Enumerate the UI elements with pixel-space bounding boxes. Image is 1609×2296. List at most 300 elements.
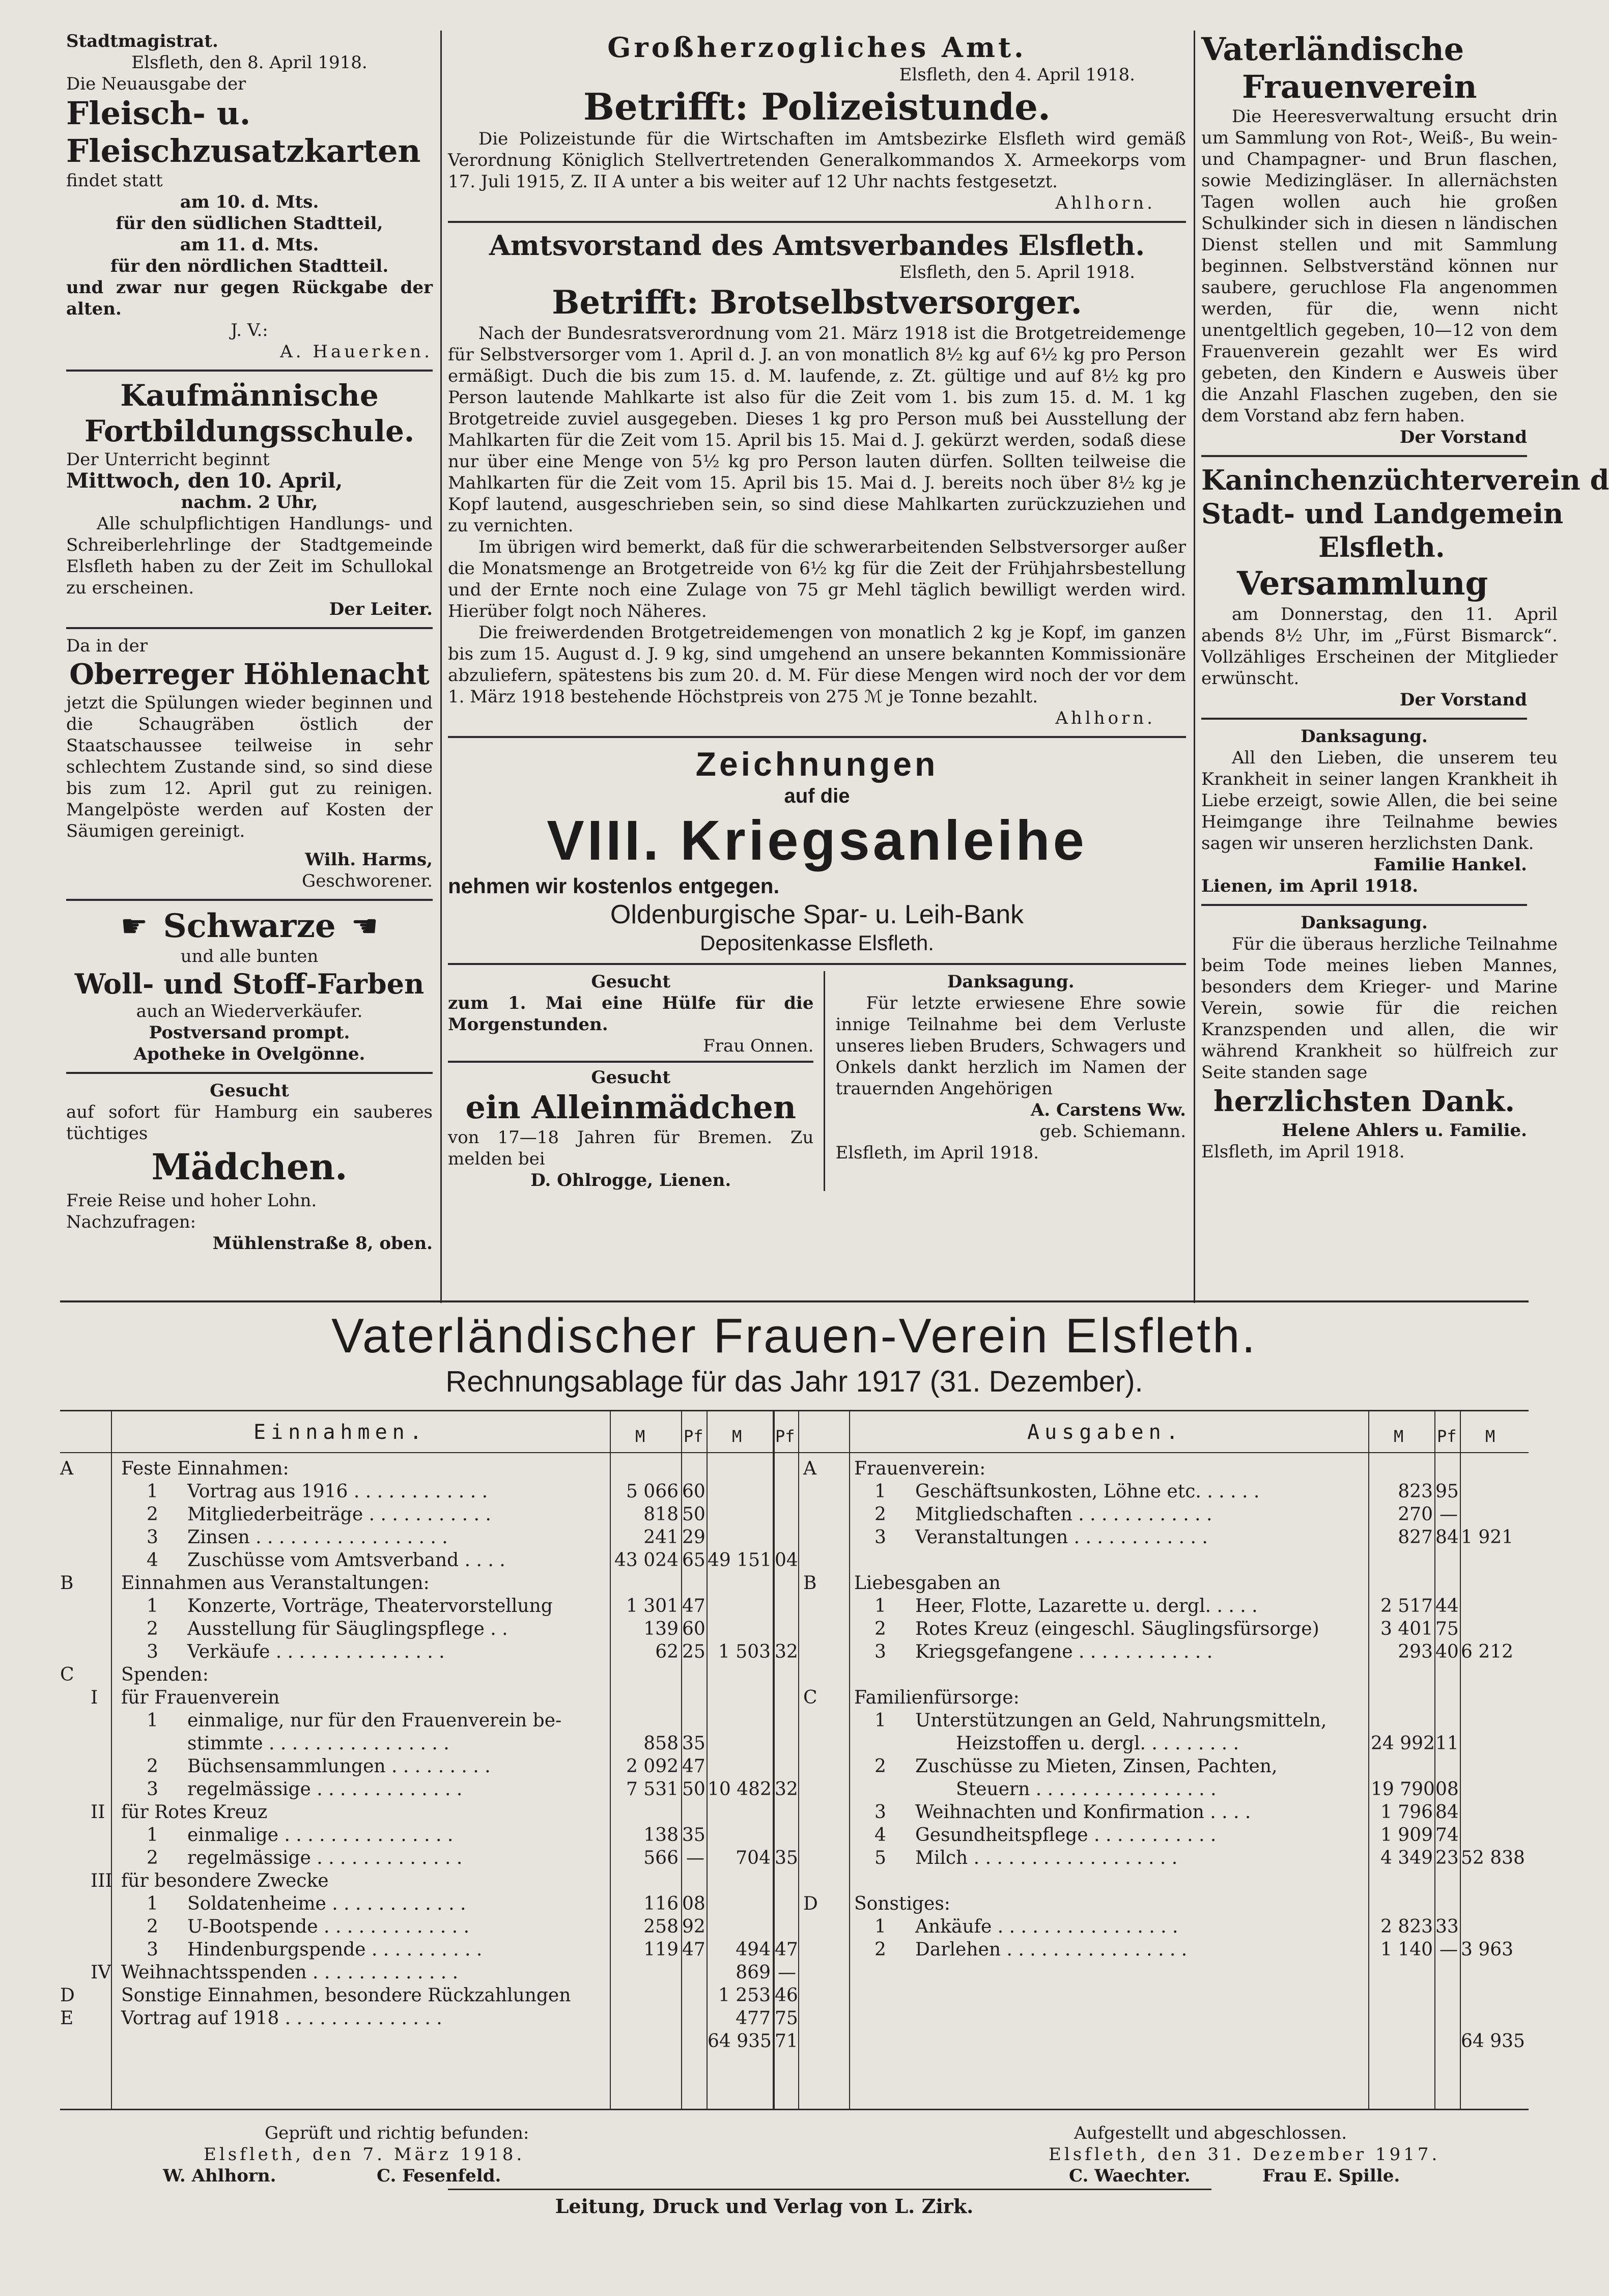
income-item: Mitgliederbeiträge . . . . . . . . . . . — [187, 1504, 491, 1525]
amount-pf: 47 — [682, 1939, 705, 1960]
amount-m: 1 796 — [1380, 1802, 1433, 1823]
subtotal-pf: 46 — [775, 1985, 798, 2006]
heading: Stadtmagistrat. — [66, 31, 218, 51]
einnahmen-header: Einnahmen. — [253, 1421, 427, 1444]
item-number: 2 — [147, 1848, 158, 1868]
amount-m: 818 — [643, 1504, 679, 1525]
amount-m: 858 — [643, 1733, 679, 1754]
section-letter: I — [91, 1687, 98, 1708]
income-item: für Rotes Kreuz — [121, 1802, 268, 1823]
subtotal-m: 52 838 — [1461, 1848, 1525, 1868]
amount-pf: 33 — [1435, 1916, 1459, 1937]
expense-item: Milch . . . . . . . . . . . . . . . . . . — [915, 1848, 1178, 1868]
body: Für letzte erwiesene Ehre sowie innige Teilnahme bei dem Verluste unseres lieben Bruders, Schwagers und Onkels dankt herzlich im Namen der trauernden Angehörigen — [835, 993, 1186, 1099]
ad-stadtmagistrat — [66, 31, 433, 362]
text-line: nehmen wir kostenlos entgegen. — [448, 874, 780, 898]
item-number: 1 — [147, 1481, 158, 1502]
ad-left-pair — [448, 971, 813, 1191]
title: VIII. Kriegsanleihe — [547, 809, 1087, 872]
income-item: Verkäufe . . . . . . . . . . . . . . . — [187, 1641, 445, 1662]
expense-item: Rotes Kreuz (eingeschl. Säuglingsfürsorge) — [915, 1619, 1319, 1639]
section-letter: B — [803, 1573, 817, 1594]
date: Elsfleth, den 4. April 1918. — [899, 65, 1135, 85]
income-item: Hindenburgspende . . . . . . . . . . — [187, 1939, 483, 1960]
bank-name: Oldenburgische Spar- u. Leih-Bank — [610, 900, 1024, 929]
col-m-header: M — [1485, 1427, 1495, 1446]
text-line: Depositenkasse Elsfleth. — [700, 931, 934, 955]
report-title: Vaterländischer Frauen-Verein Elsfleth. — [331, 1309, 1258, 1363]
amount-m: 823 — [1398, 1481, 1433, 1502]
item-number: 1 — [874, 1710, 886, 1731]
amount-m: 827 — [1398, 1527, 1433, 1548]
income-item: Einnahmen aus Veranstaltungen: — [121, 1573, 430, 1594]
amount-m: 270 — [1398, 1504, 1433, 1525]
text-line: Nachzufragen: — [66, 1212, 196, 1232]
income-item: Spenden: — [121, 1664, 209, 1685]
item-number: 1 — [874, 1916, 886, 1937]
auditor-name: C. Fesenfeld. — [377, 2166, 501, 2186]
item-number: 2 — [874, 1619, 886, 1639]
text-line: Freie Reise und hoher Lohn. — [66, 1190, 317, 1211]
income-item: U-Bootspende . . . . . . . . . . . . . — [187, 1916, 470, 1937]
ad-maedchen — [66, 1080, 433, 1254]
item-number: 1 — [874, 1481, 886, 1502]
signature: D. Ohlrogge, Lienen. — [530, 1170, 731, 1190]
subtotal-m: 869 — [736, 1962, 771, 1983]
text-line: auf die — [784, 785, 850, 807]
subtotal-m: 49 151 — [708, 1550, 772, 1571]
amount-m: 2 092 — [626, 1756, 679, 1777]
amount-m: 139 — [643, 1619, 679, 1639]
signature: Ahlhorn. — [1055, 708, 1155, 728]
income-item: Vortrag aus 1916 . . . . . . . . . . . . — [187, 1481, 488, 1502]
closing-date: Elsfleth, den 31. Dezember 1917. — [1049, 2144, 1441, 2165]
signature: Der Leiter. — [329, 599, 433, 619]
section-letter: A — [60, 1458, 73, 1479]
amount-m: 5 066 — [626, 1481, 679, 1502]
subtotal-pf: 32 — [775, 1779, 798, 1800]
expense-item: Gesundheitspflege . . . . . . . . . . . — [915, 1825, 1217, 1846]
subtotal-m: 64 935 — [1461, 2031, 1525, 2052]
title: Schwarze — [163, 907, 336, 945]
title: Versammlung — [1237, 564, 1488, 603]
title: ein Alleinmädchen — [465, 1089, 796, 1126]
ad-danksagung-ahlers — [1201, 912, 1558, 1163]
subtotal-pf: 35 — [775, 1848, 798, 1868]
title: Kaufmännische — [120, 378, 379, 413]
title: Frauenverein — [1242, 68, 1477, 105]
item-number: 2 — [147, 1619, 158, 1639]
chair-name: Frau E. Spille. — [1262, 2166, 1400, 2186]
column-rule — [824, 971, 825, 1191]
amount-m: 566 — [643, 1848, 679, 1868]
item-number: 3 — [147, 1779, 158, 1800]
income-item: Zinsen . . . . . . . . . . . . . . . . . — [187, 1527, 448, 1548]
item-number: 3 — [874, 1641, 886, 1662]
column-rule — [1194, 31, 1195, 1303]
item-number: 3 — [147, 1641, 158, 1662]
subtotal-m: 1 253 — [718, 1985, 771, 2006]
divider — [66, 627, 433, 629]
subtotal-pf: 04 — [775, 1550, 798, 1571]
ad-brotselbstversorger — [448, 229, 1186, 729]
divider — [1201, 904, 1527, 906]
column-left — [66, 31, 433, 1254]
amount-m: 4 349 — [1380, 1848, 1433, 1868]
item-number: 1 — [147, 1825, 158, 1846]
table-rule — [610, 1411, 611, 2109]
signature: Der Vorstand — [1399, 427, 1527, 447]
heading: Gesucht — [210, 1081, 289, 1101]
subtotal-m: 494 — [736, 1939, 771, 1960]
column-center — [448, 31, 1186, 1191]
amount-m: 43 024 — [614, 1550, 679, 1571]
section-letter: A — [803, 1458, 816, 1479]
report-header — [60, 1308, 1529, 1400]
amount-m: 1 301 — [626, 1596, 679, 1617]
text-line: Postversand prompt. — [149, 1023, 350, 1043]
imprint: Leitung, Druck und Verlag von L. Zirk. — [555, 2195, 974, 2218]
text-line: und alle bunten — [180, 946, 319, 967]
signature: Wilh. Harms, — [305, 849, 433, 870]
amount-pf: — — [1439, 1939, 1458, 1960]
signature: geb. Schiemann. — [1039, 1121, 1186, 1142]
title: Vaterländische — [1201, 31, 1464, 68]
heading: Danksagung. — [947, 972, 1075, 992]
column-rule — [440, 31, 442, 1303]
income-item: Sonstige Einnahmen, besondere Rückzahlungen — [121, 1985, 571, 2006]
amount-m: 1 909 — [1380, 1825, 1433, 1846]
expense-item: Geschäftsunkosten, Löhne etc. . . . . . — [915, 1481, 1260, 1502]
subtotal-pf: 71 — [775, 2031, 798, 2052]
item-number: 4 — [147, 1550, 158, 1571]
amount-m: 19 790 — [1371, 1779, 1435, 1800]
divider — [448, 1061, 813, 1063]
amount-pf: 92 — [682, 1916, 705, 1937]
table-rule — [849, 1411, 850, 2109]
divider — [448, 2189, 1211, 2190]
ad-alleinmaedchen — [448, 1067, 813, 1191]
divider — [448, 736, 1186, 738]
ad-carstens — [835, 971, 1186, 1191]
title: herzlichsten Dank. — [1213, 1085, 1515, 1118]
subtotal-m: 1 503 — [718, 1641, 771, 1662]
income-item: regelmässige . . . . . . . . . . . . . — [187, 1779, 463, 1800]
expense-item: Unterstützungen an Geld, Nahrungsmitteln, — [915, 1710, 1327, 1731]
expense-item: Liebesgaben an — [854, 1573, 1001, 1594]
item-number: 2 — [874, 1504, 886, 1525]
amount-pf: 47 — [682, 1596, 705, 1617]
subtotal-m: 6 212 — [1461, 1641, 1514, 1662]
expense-item: Frauenverein: — [854, 1458, 986, 1479]
income-item: Feste Einnahmen: — [121, 1458, 289, 1479]
divider — [1201, 455, 1527, 457]
subtotal-pf: — — [778, 1962, 796, 1983]
amount-pf: 44 — [1435, 1596, 1459, 1617]
table-rule — [1460, 1411, 1461, 2109]
income-item: Soldatenheime . . . . . . . . . . . . — [187, 1893, 466, 1914]
text-line: Apotheke in Ovelgönne. — [133, 1044, 365, 1064]
ad-amt — [448, 31, 1186, 214]
ad-danksagung-hankel — [1201, 726, 1558, 897]
expense-item: Kriegsgefangene . . . . . . . . . . . . — [915, 1641, 1213, 1662]
accounts-table — [60, 1410, 1529, 2110]
amount-pf: 50 — [682, 1504, 705, 1525]
table-rule — [111, 1411, 112, 2109]
auditor-name: W. Ahlhorn. — [163, 2166, 276, 2186]
body: zum 1. Mai eine Hülfe für die Morgenstunden. — [448, 993, 814, 1035]
divider — [66, 899, 433, 901]
item-number: 2 — [147, 1504, 158, 1525]
amount-m: 241 — [643, 1527, 679, 1548]
section-letter: C — [803, 1687, 817, 1708]
text-line: Mühlenstraße 8, oben. — [212, 1233, 433, 1254]
income-item: für Frauenverein — [121, 1687, 280, 1708]
amount-m: 119 — [643, 1939, 679, 1960]
income-item: Weihnachtsspenden . . . . . . . . . . . . . — [121, 1962, 459, 1983]
amount-m: 1 140 — [1380, 1939, 1433, 1960]
subtotal-pf: 32 — [775, 1641, 798, 1662]
item-number: 3 — [147, 1527, 158, 1548]
amount-m: 116 — [643, 1893, 679, 1914]
hand-pointer-icon: ☚ — [351, 909, 379, 944]
ad-hoehlenacht — [66, 635, 433, 892]
audit-note: Geprüft und richtig befunden: — [265, 2123, 529, 2143]
income-item: einmalige . . . . . . . . . . . . . . . — [187, 1825, 454, 1846]
date: Elsfleth, im April 1918. — [1201, 1142, 1405, 1162]
amount-m: 24 992 — [1371, 1733, 1435, 1754]
expense-item: Sonstiges: — [854, 1893, 950, 1914]
amount-m: 138 — [643, 1825, 679, 1846]
signature: J. V.: — [231, 320, 268, 341]
amount-pf: — — [686, 1848, 704, 1868]
ad-fortbildungsschule — [66, 378, 433, 620]
divider — [60, 1300, 1529, 1302]
text-line: für den nördlichen Stadtteil. — [110, 256, 389, 276]
intro: Da in der — [66, 636, 148, 656]
title: Betrifft: Polizeistunde. — [583, 85, 1051, 128]
signature: Geschworener. — [302, 871, 433, 891]
income-item: für besondere Zwecke — [121, 1870, 329, 1891]
table-rule — [798, 1411, 799, 2109]
text-line: Der Unterricht beginnt — [66, 449, 270, 470]
col-m-header: M — [732, 1427, 742, 1446]
col-m-header: M — [635, 1427, 645, 1446]
body: am Donnerstag, den 11. April abends 8½ Uhr, im „Fürst Bismarck“. Vollzähliges Erscheinen der Mitglieder erwünscht. — [1201, 604, 1558, 689]
ad-kriegsanleihe — [448, 744, 1186, 956]
text-line: am 10. d. Mts. — [180, 192, 319, 212]
col-pf-header: Pf — [775, 1427, 795, 1446]
title: Elsfleth. — [1318, 531, 1445, 563]
date: Elsfleth, den 8. April 1918. — [131, 52, 368, 73]
table-rule — [1368, 1411, 1369, 2109]
col-pf-header: Pf — [684, 1427, 703, 1446]
expense-item: Mitgliedschaften . . . . . . . . . . . . — [915, 1504, 1212, 1525]
text-line: am 11. d. Mts. — [180, 235, 319, 255]
income-item: einmalige, nur für den Frauenverein be- — [187, 1710, 562, 1731]
paragraph: Nach der Bundesratsverordnung vom 21. März 1918 ist die Brotgetreidemenge für Selbstversorger vom 1. April d. J. an von monatlich 8½ kg auf 6½ kg pro Person ermäßigt. Duch die bis zum 15. d. M. laufende, z. Zt. gültige und auf 8½ kg pro Person lautende Mahlkarte ist also für die Zeit vom 1. bis zum 15. d. M. 1 kg Brotgetreide zuviel ausgegeben. Dieses 1 kg pro Person muß bei Ausstellung der Mahlkarten für die Zeit vom 15. April bis 15. Mai d. J. gekürzt werden, sodaß diese nur über eine Menge von 5½ kg pro Person lauten dürfen. Sollten teilweise die Mahlkarten für die Zeit vom 15. April bis 15. Mai d. J. bereits noch über 8½ kg je Kopf lautend, ausgeschrieben sein, so sind diese Mahlkarten zurückzuziehen und zu vernichten. — [448, 323, 1186, 536]
income-item: Konzerte, Vorträge, Theatervorstellung — [187, 1596, 553, 1617]
income-item: Büchsensammlungen . . . . . . . . . — [187, 1756, 491, 1777]
body: jetzt die Spülungen wieder beginnen und die Schaugräben östlich der Staatschaussee teilweise in sehr schlechtem Zustande sind, so sind diese bis zum 12. April gut zu reinigen. Mangelpöste werden auf Kosten der Säumigen gereinigt. — [66, 693, 433, 841]
section-letter: IV — [91, 1962, 111, 1983]
expense-item: Heer, Flotte, Lazarette u. dergl. . . . . — [915, 1596, 1258, 1617]
income-item: Zuschüsse vom Amtsverband . . . . — [187, 1550, 505, 1571]
subtotal-m: 3 963 — [1461, 1939, 1514, 1960]
title: Fortbildungsschule. — [84, 414, 415, 448]
item-number: 3 — [874, 1802, 886, 1823]
amount-pf: 40 — [1435, 1641, 1459, 1662]
expense-item: Weihnachten und Konfirmation . . . . — [915, 1802, 1251, 1823]
amount-m: 2 823 — [1380, 1916, 1433, 1937]
item-number: 2 — [874, 1756, 886, 1777]
amount-m: 293 — [1398, 1641, 1433, 1662]
text-line: Mittwoch, den 10. April, — [66, 469, 343, 493]
signature: A. Carstens Ww. — [1030, 1100, 1186, 1120]
item-number: 1 — [147, 1710, 158, 1731]
title: Kaninchenzüchterverein d — [1201, 464, 1609, 496]
income-item: regelmässige . . . . . . . . . . . . . — [187, 1848, 463, 1868]
amount-pf: 29 — [682, 1527, 705, 1548]
amount-pf: 35 — [682, 1825, 705, 1846]
amount-pf: 08 — [1435, 1779, 1459, 1800]
subtotal-m: 10 482 — [708, 1779, 772, 1800]
ad-farben — [66, 907, 433, 1065]
section-letter: D — [803, 1893, 818, 1914]
item-number: 2 — [147, 1916, 158, 1937]
signature: Ahlhorn. — [1055, 193, 1155, 213]
income-item: Vortrag auf 1918 . . . . . . . . . . . . . . — [121, 2008, 442, 2029]
section-letter: D — [60, 1985, 75, 2006]
ad-kaninchenzuechter — [1201, 463, 1609, 711]
expense-item: Veranstaltungen . . . . . . . . . . . . — [915, 1527, 1208, 1548]
amount-m: 62 — [655, 1641, 679, 1662]
amount-pf: 74 — [1435, 1825, 1459, 1846]
heading: Zeichnungen — [695, 745, 939, 783]
amount-pf: 11 — [1435, 1733, 1459, 1754]
amount-m: 7 531 — [626, 1779, 679, 1800]
table-rule — [60, 1452, 1529, 1453]
text-line: auch an Wiederverkäufer. — [136, 1001, 363, 1022]
body: Alle schulpflichtigen Handlungs- und Schreiberlehrlinge der Stadtgemeinde Elsfleth haben zu der Zeit im Schullokal zu erscheinen. — [66, 514, 433, 598]
expense-item: Ankäufe . . . . . . . . . . . . . . . . — [915, 1916, 1178, 1937]
item-number: 5 — [874, 1848, 886, 1868]
expense-item: Heizstoffen u. dergl. . . . . . . . . — [956, 1733, 1239, 1754]
amount-m: 3 401 — [1380, 1619, 1433, 1639]
signature: Helene Ahlers u. Familie. — [1282, 1120, 1527, 1141]
expense-item: Zuschüsse zu Mieten, Zinsen, Pachten, — [915, 1756, 1278, 1777]
item-number: 1 — [147, 1893, 158, 1914]
audit-date: Elsfleth, den 7. März 1918. — [204, 2144, 525, 2165]
subtotal-m: 704 — [736, 1848, 771, 1868]
section-letter: II — [91, 1802, 105, 1823]
expense-item: Steuern . . . . . . . . . . . . . . . . — [956, 1779, 1217, 1800]
hand-pointer-icon: ☛ — [120, 909, 148, 944]
body: Für die überaus herzliche Teilnahme beim Tode meines lieben Mannes, besonders dem Krieger- und Marine Verein, sowie für die reichen Kranzspenden und allen, die wir während Krankheit so hülfreich zur Seite standen sage — [1201, 934, 1558, 1083]
item-number: 4 — [874, 1825, 886, 1846]
amount-pf: 84 — [1435, 1802, 1459, 1823]
title: Betrifft: Brotselbstversorger. — [552, 284, 1082, 322]
section-letter: C — [60, 1664, 74, 1685]
column-right — [1201, 31, 1609, 1163]
amount-pf: 84 — [1435, 1527, 1459, 1548]
heading: Gesucht — [591, 1067, 671, 1088]
income-item: Ausstellung für Säuglingspflege . . — [187, 1619, 508, 1639]
ausgaben-header: Ausgaben. — [1027, 1421, 1183, 1444]
text-line: nachm. 2 Uhr, — [181, 492, 318, 513]
date: Elsfleth, den 5. April 1918. — [899, 262, 1135, 282]
date: Lienen, im April 1918. — [1201, 876, 1419, 896]
divider — [66, 370, 433, 372]
date: Elsfleth, im April 1918. — [835, 1143, 1039, 1163]
divider — [448, 963, 1186, 965]
section-letter: B — [60, 1573, 74, 1594]
item-number: 3 — [874, 1527, 886, 1548]
amount-pf: 75 — [1435, 1619, 1459, 1639]
item-number: 1 — [874, 1596, 886, 1617]
ad-frauenverein — [1201, 31, 1558, 448]
intro: Die Neuausgabe der — [66, 74, 246, 94]
amount-pf: 95 — [1435, 1481, 1459, 1502]
body: All den Lieben, die unserem teu Krankheit in seiner langen Krankheit ih Liebe erzeigt, sowie Allen, die bei seine Heimgange ihre Teilnahme bewies sagen wir unseren herzlichsten Dank. — [1201, 748, 1558, 854]
expense-item: Familienfürsorge: — [854, 1687, 1020, 1708]
amount-pf: 23 — [1435, 1848, 1459, 1868]
report-subtitle: Rechnungsablage für das Jahr 1917 (31. Dezember). — [445, 1365, 1143, 1398]
heading: Danksagung. — [1301, 726, 1428, 747]
amount-pf: 50 — [682, 1779, 705, 1800]
amount-pf: 65 — [682, 1550, 705, 1571]
title: Woll- und Stoff-Farben — [74, 968, 425, 1000]
body: Die Polizeistunde für die Wirtschaften im Amtsbezirke Elsfleth wird gemäß Verordnung Königlich Stellvertretenden Generalkommandos X. Armeekorps vom 17. Juli 1915, Z. II A unter a bis weiter auf 12 Uhr nachts festgesetzt. — [448, 129, 1186, 192]
body: Die Heeresverwaltung ersucht drin um Sammlung von Rot-, Weiß-, Bu wein- und Champagner- und Brun flaschen, sowie Medizingläser. In allernächsten Tagen wollen auch hie großen Schulkinder sich in diesen n ländischen Dienst stellen und mit Sammlung beginnen. Selbstverständ können nur saubere, geruchlose Fla angenommen werden, für die, wenn nicht unentgeltlich gegeben, 10—12 von dem Frauenverein gezahlt wer Es wird gebeten, den Kindern e Ausweis über die Anzahl Flaschen zugeben, den sie dem Vorstand abz fern haben. — [1201, 106, 1558, 426]
divider — [448, 221, 1186, 223]
closing-note: Aufgestellt und abgeschlossen. — [1074, 2123, 1347, 2143]
col-m-header: M — [1394, 1427, 1404, 1446]
title: Fleisch- u. Fleischzusatzkarten — [66, 95, 421, 169]
ad-row — [448, 971, 1186, 1191]
amount-m: 258 — [643, 1916, 679, 1937]
subtotal-m: 1 921 — [1461, 1527, 1514, 1548]
signature: Der Vorstand — [1399, 690, 1527, 710]
heading: Gesucht — [591, 972, 671, 992]
amount-pf: 60 — [682, 1619, 705, 1639]
expense-item: Darlehen . . . . . . . . . . . . . . . . — [915, 1939, 1188, 1960]
subtotal-pf: 47 — [775, 1939, 798, 1960]
signature: A. Hauerken. — [280, 342, 433, 362]
text-line: findet statt — [66, 171, 163, 191]
item-number: 2 — [874, 1939, 886, 1960]
heading: Danksagung. — [1301, 913, 1428, 933]
section-letter: III — [91, 1870, 112, 1891]
subtotal-m: 64 935 — [708, 2031, 772, 2052]
title: Mädchen. — [151, 1146, 348, 1188]
item-number: 3 — [147, 1939, 158, 1960]
amount-pf: 47 — [682, 1756, 705, 1777]
ad-huelfe — [448, 971, 813, 1057]
text-line: auf sofort für Hamburg ein sauberes tüchtiges — [66, 1102, 433, 1144]
section-letter: E — [60, 2008, 74, 2029]
text-line: und zwar nur gegen Rückgabe der alten. — [66, 277, 433, 319]
amount-m: 2 517 — [1380, 1596, 1433, 1617]
signature: Frau Onnen. — [703, 1036, 814, 1056]
divider — [1201, 718, 1527, 720]
body: von 17—18 Jahren für Bremen. Zu melden bei — [448, 1127, 814, 1169]
paragraph: Die freiwerdenden Brotgetreidemengen von monatlich 2 kg je Kopf, im ganzen bis zum 15. August d. J. 9 kg, sind umgehend an unsere bekannten Kommissionäre abzuliefern, spätestens bis zum 20. d. M. Für diese Mengen wird noch der vor dem 1. März 1918 bestehende Höchstpreis von 275 ℳ je Tonne bezahlt. — [448, 622, 1186, 707]
title: Oberreger Höhlenacht — [69, 658, 430, 691]
amount-pf: — — [1439, 1504, 1458, 1525]
amount-pf: 60 — [682, 1481, 705, 1502]
item-number: 1 — [147, 1596, 158, 1617]
